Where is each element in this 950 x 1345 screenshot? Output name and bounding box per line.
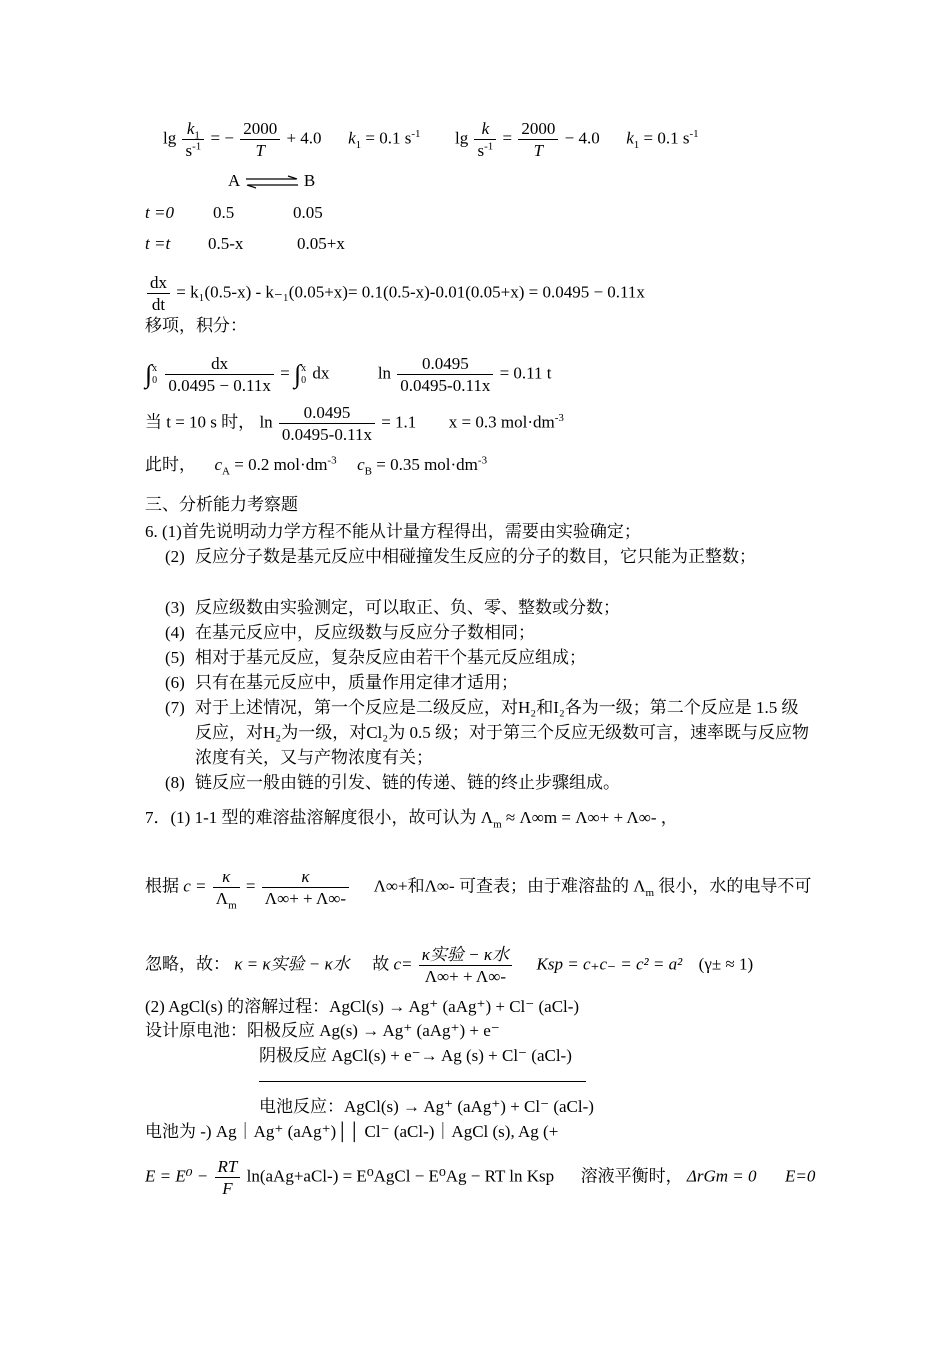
equilibrium-arrows-icon — [244, 175, 300, 189]
t0-row: t =0 0.5 0.05 — [145, 203, 323, 222]
q7-cell: 电池为 -) Ag｜Ag⁺ (aAg⁺)││ Cl⁻ (aCl-)｜AgCl (s), Ag (+ — [145, 1122, 559, 1141]
tt-row: t =t 0.5-x 0.05+x — [145, 234, 345, 253]
list-item: (8) 链反应一般由链的引发、链的传递、链的终止步骤组成。 — [165, 773, 620, 792]
k1-over-s-fraction: $\frac{k_1}{s^{-1}}$ — [182, 118, 204, 161]
q7-anode: 设计原电池：阳极反应 Ag(s) → Ag⁺ (aAg⁺) + e⁻ — [145, 1021, 500, 1040]
q7-basis: 根据 c = $\frac{\kappa}{\Lambda_m}$ = $\frac{\kappa}{\Lambda\infty+ + \Lambda\infty-}$ Λ∞+和Λ∞- 可查表；由于难溶盐的 $\Lambda_m$ 很小，水的电导不可 — [145, 867, 812, 912]
divider — [259, 1081, 586, 1082]
list-item: (5) 相对于基元反应，复杂反应由若干个基元反应组成； — [165, 648, 586, 667]
q6-head: 6. (1)首先说明动力学方程不能从计量方程得出，需要由实验确定； — [145, 522, 641, 541]
rate-equation: $\frac{dx}{dt}$ = k₁(0.5-x) - k₋₁(0.05+x)= 0.1(0.5-x)-0.01(0.05+x) = 0.0495 − 0.11x — [145, 272, 645, 315]
integral-equation: ∫x 0 $\frac{dx}{0.0495 - 0.11x}$ = ∫x 0 dx ln $\frac{0.0495}{0.0495-0.11x}$ = 0.11 t — [145, 354, 552, 395]
nernst-equation: E = E⁰ − $\frac{RT}{F}$ ln(aAg+aCl-) = E⁰AgCl − E⁰Ag − RT ln Ksp 溶液平衡时， ΔrGm = 0 E=0 — [145, 1157, 816, 1198]
list-item: (2) 反应分子数是基元反应中相碰撞发生反应的分子的数目，它只能为正整数； — [165, 547, 756, 566]
q7-ignore: 忽略，故： κ = κ实验 − κ水 故 c= $\frac{\text{κ实验 − κ水}}{\Lambda\infty+ + \Lambda\infty-}$ Ksp = c₊c₋ = c² = a² (γ± ≈ 1) — [145, 945, 754, 986]
section-heading: 三、分析能力考察题 — [145, 495, 298, 514]
rate-constant-equations: lg $\frac{k_1}{s^{-1}}$ = − $\frac{2000}{T}$ + 4.0 $k_1 = 0.1$ $s^{-1}$ lg $\frac{k}{s^{-1}}$ = $\frac{2000}{T}$ − 4.0 $k_1 = 0.1$ $s^{-1}$ — [163, 119, 699, 160]
list-item: (6) 只有在基元反应中，质量作用定律才适用； — [165, 673, 518, 692]
shift-integrate-text: 移项，积分： — [145, 316, 247, 335]
concentrations: 此时， $c_A = 0.2$ $mol\cdot dm^{-3}$ $c_B = 0.35$ $mol\cdot dm^{-3}$ — [145, 454, 488, 478]
q7-cell-reaction: 电池反应：AgCl(s) → Ag⁺ (aAg⁺) + Cl⁻ (aCl-) — [259, 1097, 594, 1116]
list-item: (4) 在基元反应中，反应级数与反应分子数相同； — [165, 623, 535, 642]
list-item: (7) 对于上述情况，第一个反应是二级反应，对H₂和I₂各为一级；第二个反应是 1.5 级反应，对H₂为一级，对Cl₂为 0.5 级；对于第三个反应无级数可言，速率既与反应物浓度有关，又与产物浓度有关； — [165, 698, 809, 767]
q7-cathode: 阴极反应 AgCl(s) + e⁻→ Ag (s) + Cl⁻ (aCl-) — [259, 1046, 572, 1065]
q7-head: 7．(1) 1-1 型的难溶盐溶解度很小，故可认为 $\Lambda_m \approx \Lambda\infty m = \Lambda\infty+ + \Lambda\infty-$ ， — [145, 808, 678, 831]
list-item: (3) 反应级数由实验测定，可以取正、负、零、整数或分数； — [165, 598, 620, 617]
reversible-reaction: A B — [228, 171, 316, 190]
t10-equation: 当 t = 10 s 时， ln $\frac{0.0495}{0.0495-0.11x}$ = 1.1 x = 0.3 $mol\cdot dm^{-3}$ — [145, 403, 564, 444]
q7-dissolution: (2) AgCl(s) 的溶解过程：AgCl(s) → Ag⁺ (aAg⁺) + Cl⁻ (aCl-) — [145, 997, 580, 1016]
